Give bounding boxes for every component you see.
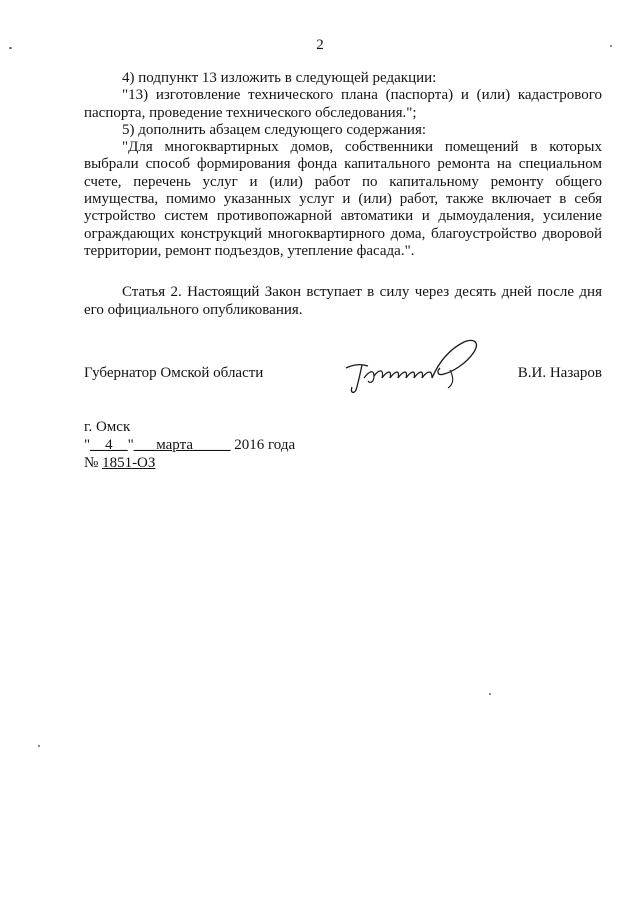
paragraph-gap	[84, 260, 602, 284]
paragraph-quote-apartment-buildings: "Для многоквартирных домов, собственники помещений в которых выбрали способ формирования фонда капитального ремонта на специальном счете, перечень услуг и (или) работ по капитальному ремонту общего имущества, помимо указанных услуг и (или) работ, также включает в себя устройство систем противопожарной автоматики и дымоудаления, усиление ограждающих конструкций многоквартирного дома, благоустройство дворовой территории, ремонт подъездов, утепление фасада.".	[84, 139, 602, 259]
paragraph-article-2: Статья 2. Настоящий Закон вступает в силу через десять дней после дня его официального опубликования.	[84, 284, 602, 318]
scan-speck	[9, 47, 12, 49]
date-month: ___марта_____	[133, 437, 231, 453]
date-day: __4__	[90, 437, 128, 453]
place-date-block	[84, 418, 295, 472]
scan-speck	[38, 745, 40, 747]
paragraph-item-5: 5) дополнить абзацем следующего содержания:	[122, 121, 427, 138]
scan-speck	[489, 693, 491, 695]
date-year: 2016 года	[234, 437, 296, 453]
paragraph-subitem-13: "13) изготовление технического плана (паспорта) и (или) кадастрового паспорта, проведение технического обследования.";	[84, 87, 602, 121]
document-number: 1851-ОЗ	[102, 455, 156, 471]
date-quote-open: "	[84, 437, 91, 453]
signatory-title: Губернатор Омской области	[84, 365, 264, 381]
page-number: 2	[316, 37, 324, 53]
date-quote-close: "	[127, 437, 134, 453]
signatory-name: В.И. Назаров	[517, 365, 602, 381]
handwritten-signature	[340, 334, 490, 396]
document-number-line	[84, 454, 295, 472]
document-body	[84, 70, 602, 319]
paragraph-item-4: 4) подпункт 13 изложить в следующей редакции:	[122, 70, 437, 86]
scan-speck	[610, 45, 612, 47]
place-city: г. Омск	[84, 419, 131, 435]
number-sign: №	[84, 455, 99, 471]
date-line	[84, 436, 295, 454]
